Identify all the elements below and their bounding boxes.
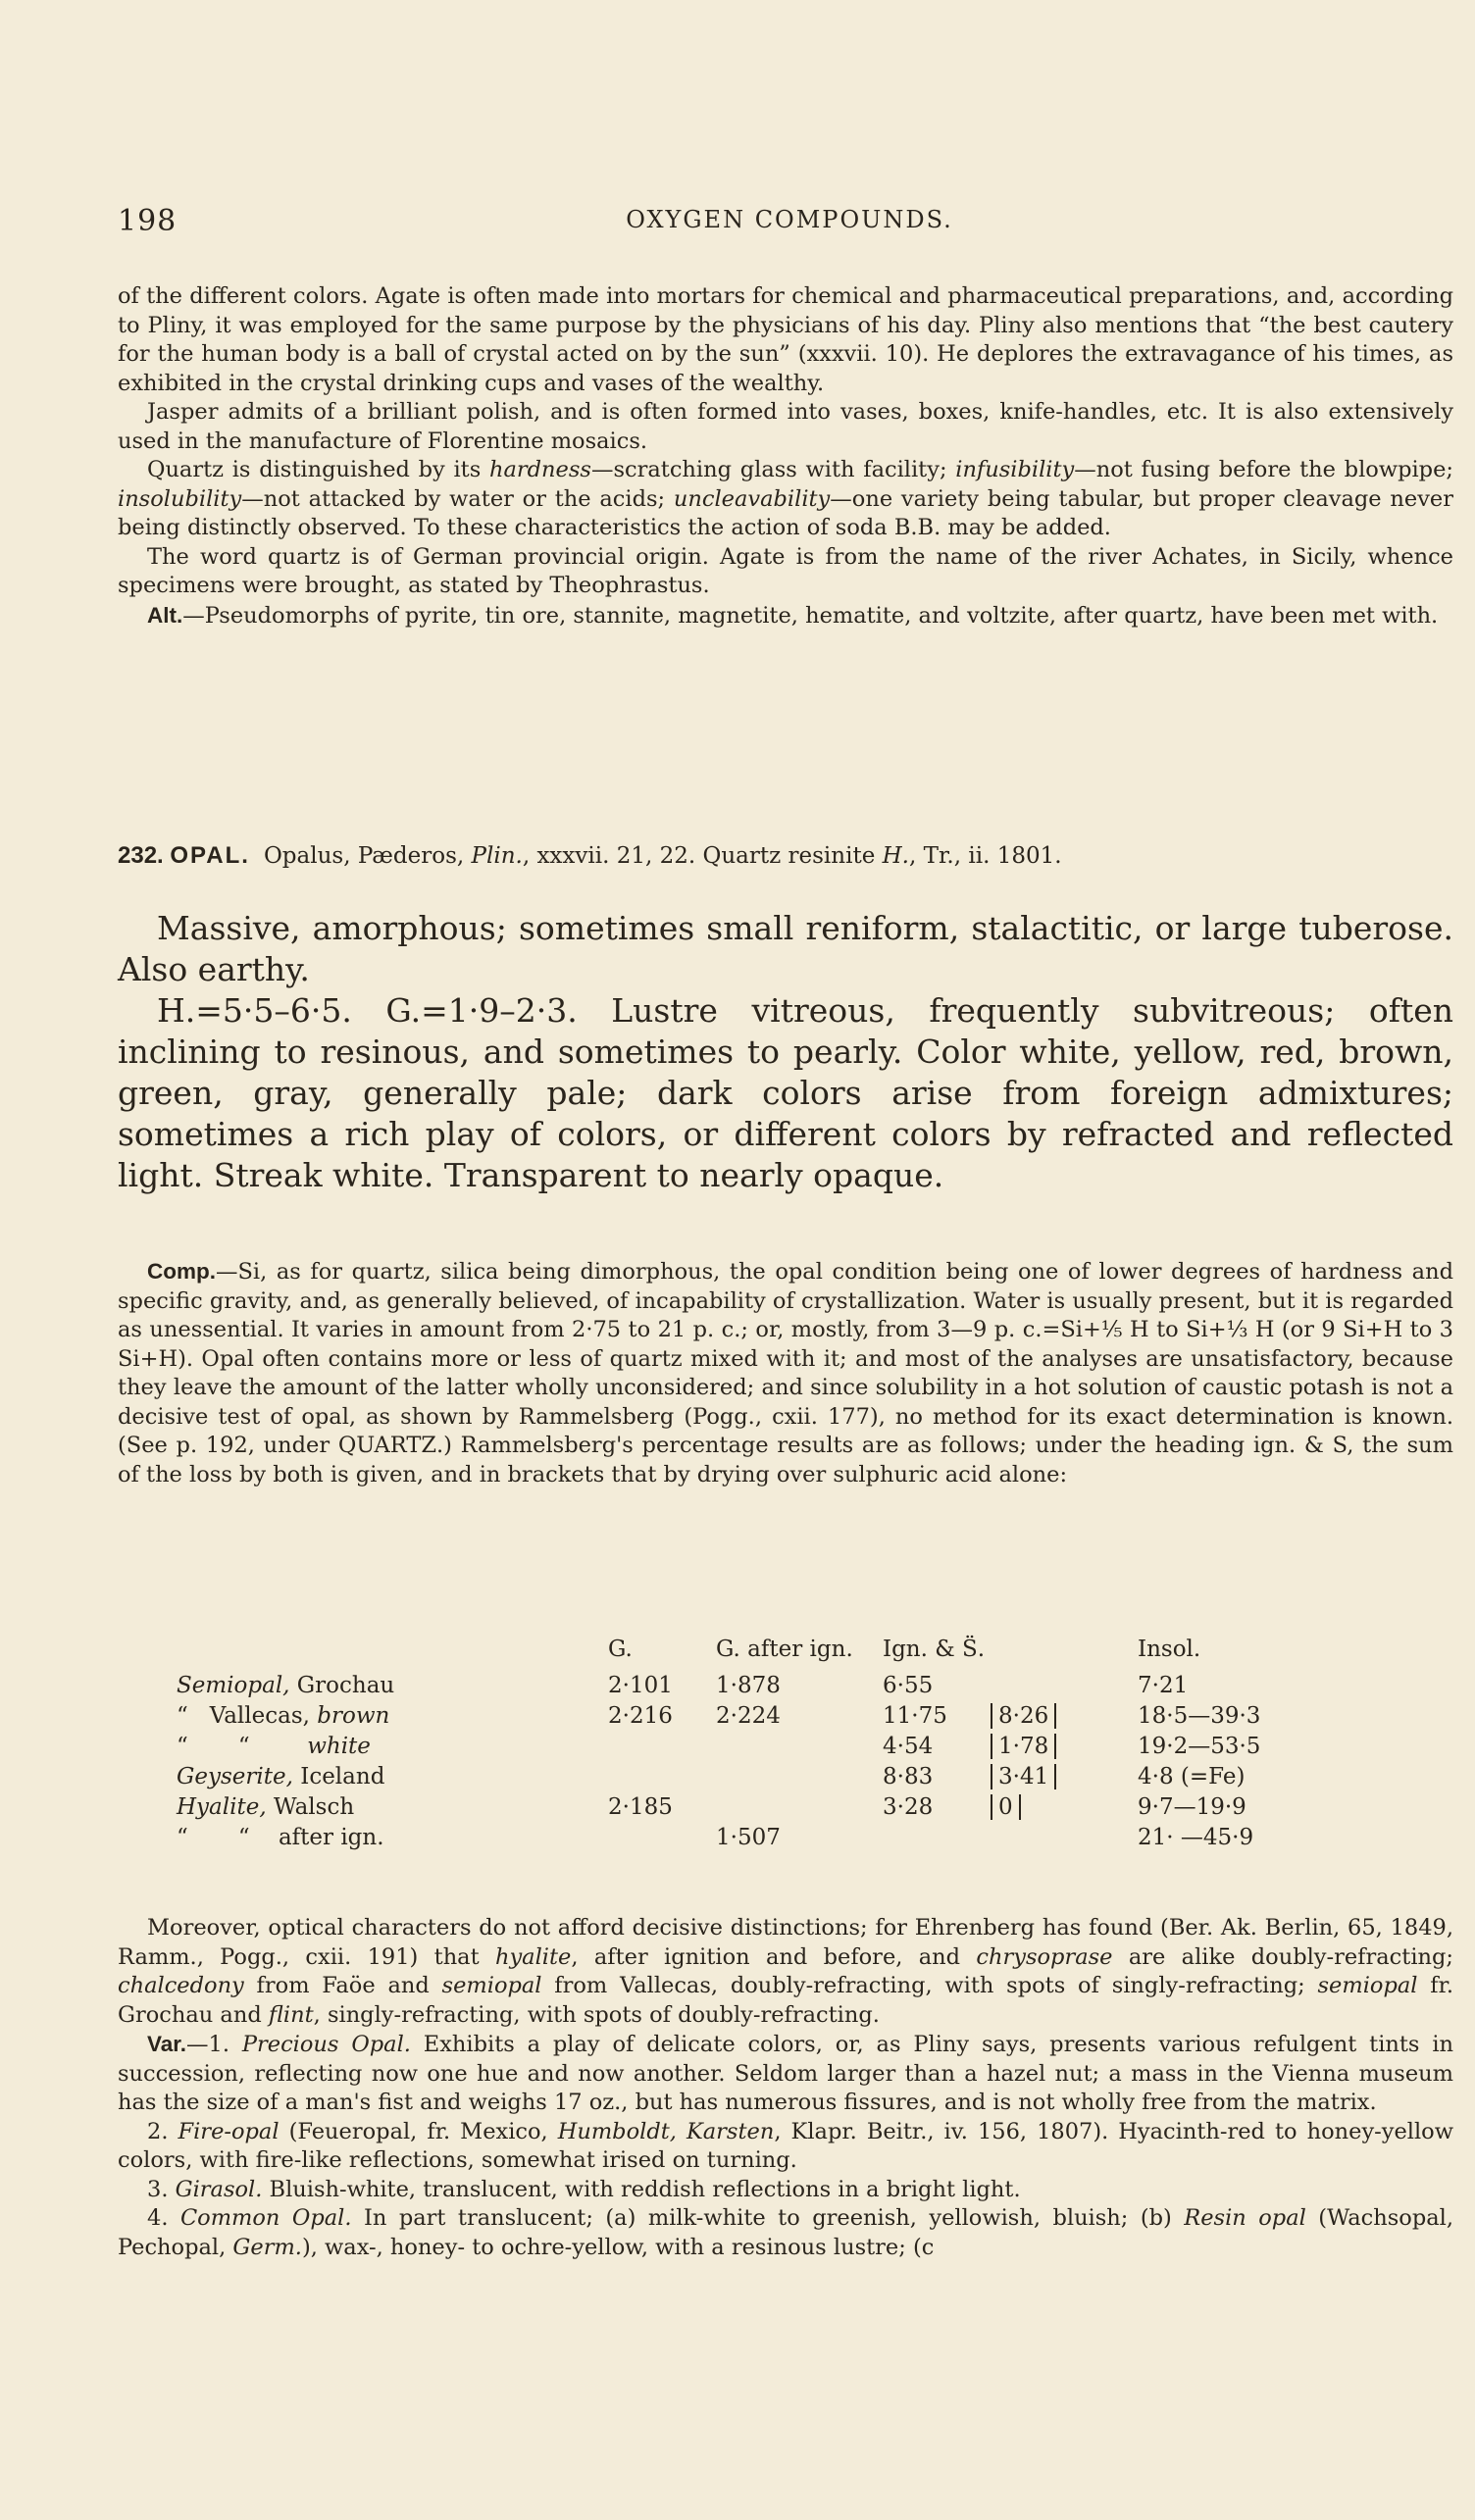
optical-and-varieties-section (118, 1914, 1453, 2262)
variety-fire-opal: Fire-opal (178, 2118, 280, 2144)
paragraph-word-origin: The word quartz is of German provincial origin. Agate is from the name of the river Achates, in Sicily, whence specimens were brought, as stated by Theophrastus. (118, 543, 1453, 598)
paragraph-variety-3: 3. Girasol. Bluish-white, translucent, with reddish reflections in a bright light. (147, 2176, 1021, 2202)
bracket-value: 3·41 (991, 1764, 1056, 1789)
paragraph-agate-uses: of the different colors. Agate is often made into mortars for chemical and pharmaceutical preparations, and, according to Pliny, it was employed for the same purpose by the physicians of his day. Pliny also mentions that “the best cautery for the human body is a ball of crystal acted on by the sun” (xxxvii. 10). He deplores the extravagance of his times, as exhibited in the crystal drinking cups and vases of the wealthy. (118, 283, 1453, 396)
opal-heading (118, 841, 1453, 871)
bracket-value: 8·26 (991, 1703, 1056, 1729)
bracket-value: 0 (991, 1794, 1021, 1820)
quartz-reference: QUARTZ (337, 1433, 436, 1458)
paragraph-optical: Moreover, optical characters do not afford decisive distinctions; for Ehrenberg has found (Ber. Ak. Berlin, 65, 1849, Ramm., Pogg., cxii. 191) that hyalite, after ignition and before, and chrysoprase are alike doubly-refracting; chalcedony from Faöe and semiopal from Vallecas, doubly-refracting, with spots of singly-refracting; semiopal fr. Grochau and flint, singly-refracting, with spots of doubly-refracting. (118, 1915, 1454, 2028)
analysis-table (177, 1628, 1353, 1853)
comp-lead: Comp. (147, 1259, 216, 1284)
paragraph-variety-2: 2. Fire-opal (Feueropal, fr. Mexico, Humboldt, Karsten, Klapr. Beitr., iv. 156, 1807). Hyacinth-red to honey-yellow colors, with fire-like reflections, somewhat irised on turning. (118, 2118, 1453, 2173)
paragraph-jasper: Jasper admits of a brilliant polish, and is often formed into vases, boxes, knife-handles, etc. It is also extensively used in the manufacture of Florentine mosaics. (118, 399, 1453, 454)
variety-precious-opal: Precious Opal. (241, 2032, 411, 2057)
header-g: G. (608, 1636, 633, 1662)
table-row: “ “ after ign. 1·507 21· —45·9 (177, 1825, 1254, 1850)
page-header (118, 204, 1461, 243)
table-row: Hyalite, Walsch 2·185 3·28 0 9·7—19·9 (177, 1794, 1246, 1820)
table-row: “ “ white 4·54 1·78 19·2—53·5 (177, 1734, 1261, 1759)
table-header-row (177, 1628, 1353, 1671)
page-number: 198 (118, 204, 178, 238)
analysis-table-wrap (177, 1628, 1412, 1853)
var-lead: Var. (147, 2032, 187, 2056)
paragraph-form: Massive, amorphous; sometimes small reniform, stalactitic, or large tuberose. Also earthy. (118, 909, 1453, 988)
opal-synonyms: Opalus, Pæderos, Plin., xxxvii. 21, 22. Quartz resinite H., Tr., ii. 1801. (263, 843, 1062, 869)
term-uncleavability: uncleavability (673, 485, 831, 512)
table-row: Geyserite, Iceland 8·83 3·41 4·8 (=Fe) (177, 1764, 1246, 1789)
table-row: “ Vallecas, brown 2·216 2·224 11·75 8·26 18·5—39·3 (177, 1703, 1261, 1729)
variety-common-opal: Common Opal. (179, 2205, 352, 2231)
term-infusibility: infusibility (955, 457, 1075, 482)
paragraph-variety-1: Var.—1. Precious Opal. Exhibits a play of delicate colors, or, as Pliny says, presents various refulgent tints in succession, reflecting now one hue and now another. Seldom larger than a hazel nut; a mass in the Vienna museum has the size of a man's fist and weighs 17 oz., but has numerous fissures, and is not wholly free from the matrix. (118, 2032, 1454, 2115)
header-ign-s: Ign. & S̈. (883, 1636, 986, 1662)
term-hardness: hardness (488, 457, 591, 482)
bracket-value: 1·78 (991, 1734, 1056, 1759)
table-row: Semiopal, Grochau 2·101 1·878 6·55 7·21 (177, 1673, 1189, 1698)
paragraph-composition: Comp.—Si, as for quartz, silica being dimorphous, the opal condition being one of lower degrees of hardness and specific gravity, and, as generally believed, of incapability of crystallization. Water is usually present, but it is regarded as unessential. It varies in amount from 2·75 to 21 p. c.; or, mostly, from 3—9 p. c.=Si+⅕ H to Si+⅓ H (or 9 Si+H to 3 Si+H). Opal often contains more or less of quartz mixed with it; and most of the analyses are unsatisfactory, because they leave the amount of the latter wholly unconsidered; and since solubility in a hot solution of caustic potash is not a decisive test of opal, as shown by Rammelsberg (Pogg., cxii. 177), no method for its exact determination is known. (See p. 192, under QUARTZ.) Rammelsberg's percentage results are as follows; under the heading ign. & S, the sum of the loss by both is given, and in brackets that by drying over sulphuric acid alone: (118, 1259, 1454, 1487)
composition-section (118, 1257, 1453, 1489)
paragraph-variety-4: 4. Common Opal. In part translucent; (a) milk-white to greenish, yellowish, bluish; (b) Resin opal (Wachsopal, Pechopal, Germ.), wax-, honey- to ochre-yellow, with a resinous lustre; (c (118, 2205, 1454, 2260)
section-number: 232. (118, 842, 164, 869)
mineral-name: OPAL. (170, 842, 250, 869)
term-insolubility: insolubility (118, 485, 242, 512)
paragraph-quartz-distinguished: Quartz is distinguished by its hardness—scratching glass with facility; infusibility—not fusing before the blowpipe; insolubility—not attacked by water or the acids; uncleavability—one variety being tabular, but proper cleavage never being distinctly observed. To these characteristics the action of soda B.B. may be added. (118, 457, 1453, 540)
header-insol: Insol. (1138, 1636, 1201, 1662)
paragraph-properties: H.=5·5–6·5. G.=1·9–2·3. Lustre vitreous, frequently subvitreous; often inclining to resinous, and sometimes to pearly. Color white, yellow, red, brown, green, gray, generally pale; dark colors arise from foreign admixtures; sometimes a rich play of colors, or different colors by refracted and reflected light. Streak white. Transparent to nearly opaque. (118, 991, 1453, 1194)
variety-girasol: Girasol. (175, 2176, 263, 2202)
paragraph-alterations: Alt.—Pseudomorphs of pyrite, tin ore, stannite, magnetite, hematite, and voltzite, after quartz, have been met with. (147, 602, 1439, 629)
header-g-after-ign: G. after ign. (716, 1636, 853, 1662)
quartz-continued-section (118, 282, 1453, 630)
running-title: OXYGEN COMPOUNDS. (626, 206, 953, 233)
opal-description (118, 908, 1453, 1196)
alt-lead: Alt. (147, 602, 183, 628)
